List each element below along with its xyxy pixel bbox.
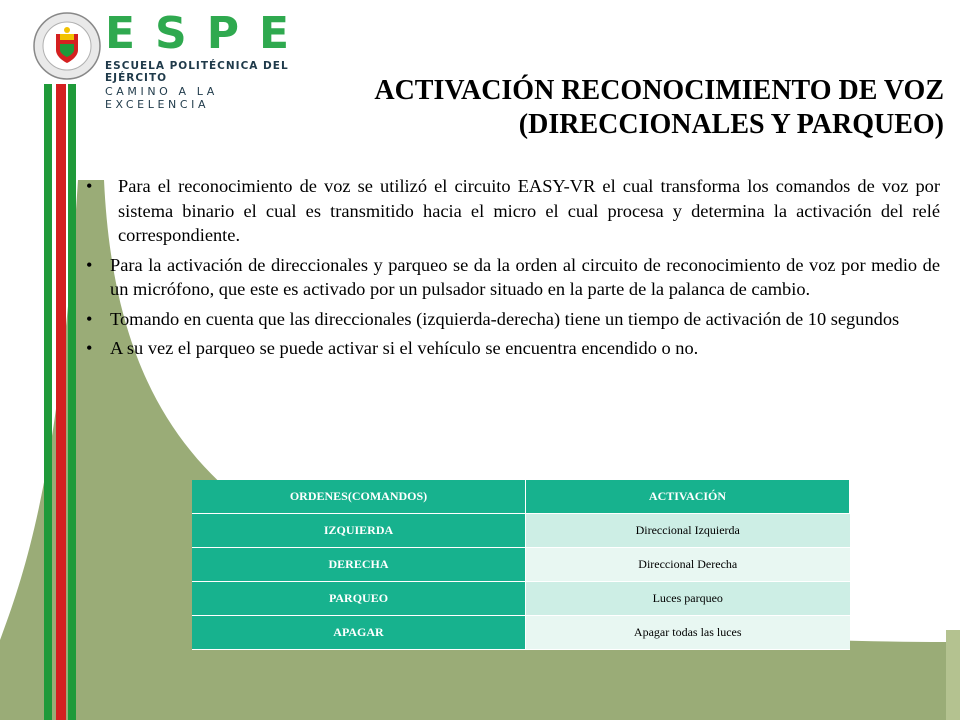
slide-title bbox=[264, 74, 944, 142]
bullet-item: • Para la activación de direccionales y parqueo se da la orden al circuito de reconocimiento de voz por medio de un micrófono, que este es activado por un pulsador situado en la parte de la palanca de cambio. bbox=[86, 253, 940, 302]
activation-cell: Direccional Izquierda bbox=[526, 514, 850, 548]
table-row bbox=[192, 514, 850, 548]
command-cell: IZQUIERDA bbox=[192, 514, 526, 548]
table-header-cell: ACTIVACIÓN bbox=[526, 480, 850, 514]
bullet-list bbox=[86, 174, 940, 366]
slide-title-line2: (DIRECCIONALES Y PARQUEO) bbox=[518, 109, 944, 140]
command-cell: PARQUEO bbox=[192, 582, 526, 616]
brand-letters: ESPE bbox=[105, 8, 310, 59]
stripe-red bbox=[56, 84, 66, 720]
table-row bbox=[192, 548, 850, 582]
table-header-cell: ORDENES(COMANDOS) bbox=[192, 480, 526, 514]
brand-motto: CAMINO A LA EXCELENCIA bbox=[105, 85, 218, 111]
espe-seal-logo bbox=[32, 10, 102, 82]
bullet-item: • A su vez el parqueo se puede activar si el vehículo se encuentra encendido o no. bbox=[86, 336, 940, 361]
commands-table bbox=[192, 480, 850, 650]
right-olive-strip bbox=[946, 630, 960, 720]
command-cell: DERECHA bbox=[192, 548, 526, 582]
table-row bbox=[192, 616, 850, 650]
table-row bbox=[192, 582, 850, 616]
activation-cell: Direccional Derecha bbox=[526, 548, 850, 582]
stripe-green-left bbox=[44, 84, 52, 720]
table-header-row bbox=[192, 480, 850, 514]
activation-cell: Luces parqueo bbox=[526, 582, 850, 616]
command-cell: APAGAR bbox=[192, 616, 526, 650]
slide-title-line1: ACTIVACIÓN RECONOCIMIENTO DE VOZ bbox=[374, 75, 944, 106]
brand-institution-name: ESCUELA POLITÉCNICA DEL EJÉRCITO bbox=[105, 60, 289, 84]
bullet-item: • Tomando en cuenta que las direccionales (izquierda-derecha) tiene un tiempo de activación de 10 segundos bbox=[86, 307, 940, 332]
espe-brand bbox=[105, 8, 325, 111]
activation-cell: Apagar todas las luces bbox=[526, 616, 850, 650]
bullet-item: • Para el reconocimiento de voz se utilizó el circuito EASY-VR el cual transforma los comandos de voz por sistema binario el cual es transmitido hacia el micro el cual procesa y determina la activación del relé correspondiente. bbox=[86, 174, 940, 248]
stripe-green-right bbox=[68, 84, 76, 720]
